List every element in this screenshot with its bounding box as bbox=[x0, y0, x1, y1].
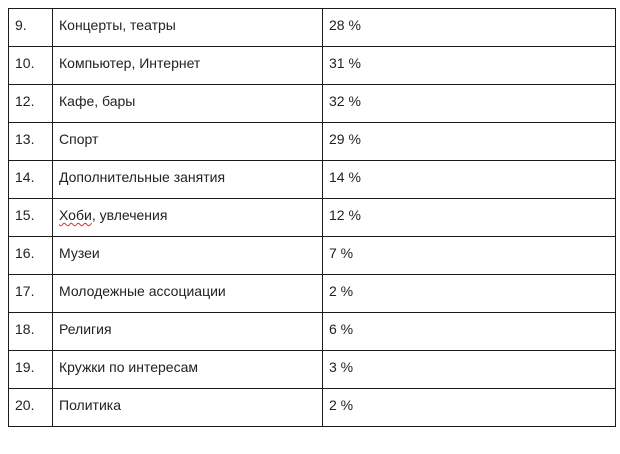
category-rest: , увлечения bbox=[91, 207, 168, 223]
row-percent: 14 % bbox=[323, 161, 616, 199]
row-number: 19. bbox=[9, 351, 53, 389]
misspelled-word: Хоби bbox=[59, 207, 92, 223]
row-number: 13. bbox=[9, 123, 53, 161]
table-row bbox=[9, 9, 616, 47]
row-category: Дополнительные занятия bbox=[53, 161, 323, 199]
row-number: 16. bbox=[9, 237, 53, 275]
row-percent: 31 % bbox=[323, 47, 616, 85]
row-category bbox=[53, 199, 323, 237]
table-row bbox=[9, 389, 616, 427]
table-row bbox=[9, 275, 616, 313]
row-category: Спорт bbox=[53, 123, 323, 161]
row-category: Религия bbox=[53, 313, 323, 351]
table-row bbox=[9, 161, 616, 199]
row-percent: 3 % bbox=[323, 351, 616, 389]
row-category: Кружки по интересам bbox=[53, 351, 323, 389]
row-category: Музеи bbox=[53, 237, 323, 275]
row-number: 17. bbox=[9, 275, 53, 313]
table-row bbox=[9, 47, 616, 85]
row-number: 10. bbox=[9, 47, 53, 85]
row-number: 12. bbox=[9, 85, 53, 123]
row-percent: 12 % bbox=[323, 199, 616, 237]
table-row bbox=[9, 313, 616, 351]
row-percent: 6 % bbox=[323, 313, 616, 351]
table-row bbox=[9, 237, 616, 275]
row-category: Молодежные ассоциации bbox=[53, 275, 323, 313]
row-number: 18. bbox=[9, 313, 53, 351]
table-row bbox=[9, 199, 616, 237]
table-row bbox=[9, 85, 616, 123]
row-percent: 2 % bbox=[323, 389, 616, 427]
survey-table bbox=[8, 8, 616, 427]
row-number: 20. bbox=[9, 389, 53, 427]
table-row bbox=[9, 351, 616, 389]
row-category: Политика bbox=[53, 389, 323, 427]
row-percent: 28 % bbox=[323, 9, 616, 47]
row-percent: 29 % bbox=[323, 123, 616, 161]
table-row bbox=[9, 123, 616, 161]
row-category: Кафе, бары bbox=[53, 85, 323, 123]
row-number: 14. bbox=[9, 161, 53, 199]
row-percent: 7 % bbox=[323, 237, 616, 275]
row-number: 9. bbox=[9, 9, 53, 47]
row-percent: 32 % bbox=[323, 85, 616, 123]
row-category: Концерты, театры bbox=[53, 9, 323, 47]
row-percent: 2 % bbox=[323, 275, 616, 313]
row-number: 15. bbox=[9, 199, 53, 237]
row-category: Компьютер, Интернет bbox=[53, 47, 323, 85]
